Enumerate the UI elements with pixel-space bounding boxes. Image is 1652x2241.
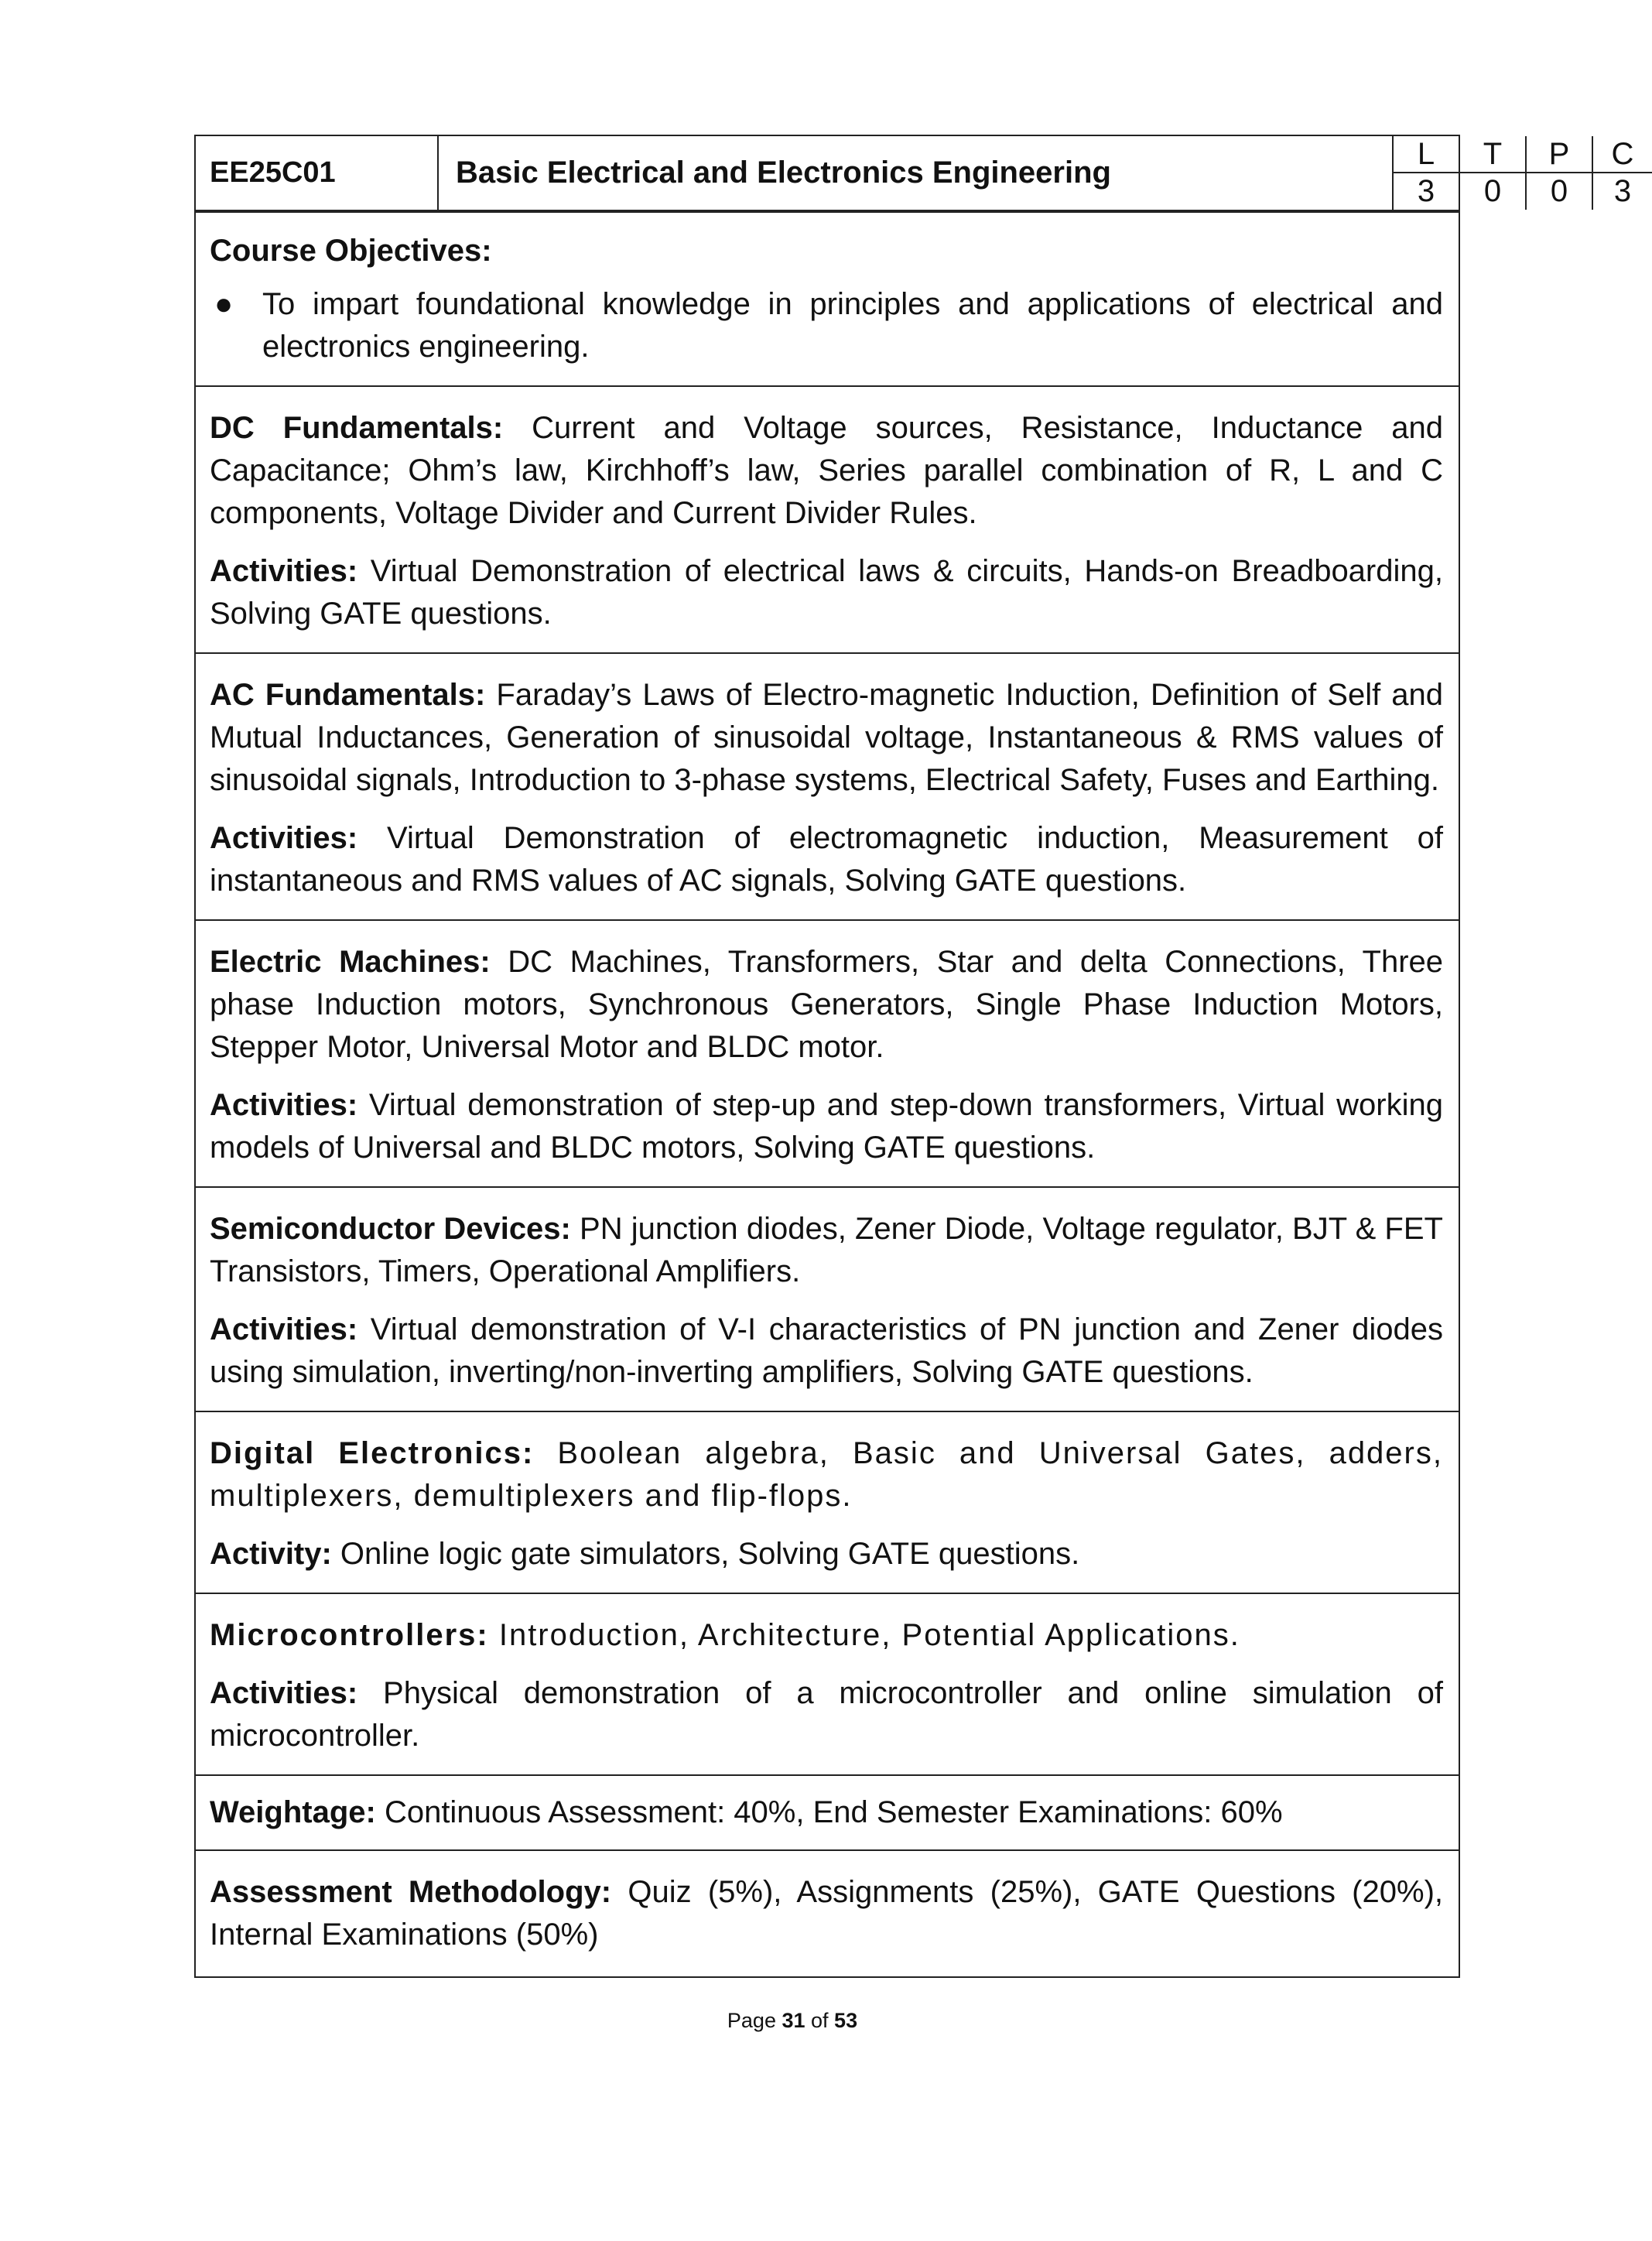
section-text: DC Machines, Transformers, Star and delta Connections, Three phase Induction motors, Synchronous Generators, Single Phase Induction Motors, Stepper Motor, Universal Motor and BLDC motor. <box>210 945 1444 1064</box>
section-title: DC Fundamentals: <box>210 411 504 445</box>
section-electric-machines <box>196 919 1459 1186</box>
ltpc-label-l: L <box>1394 136 1460 173</box>
syllabus-body-table <box>194 210 1460 1978</box>
weightage-label: Weightage: <box>210 1795 376 1829</box>
section-title: Microcontrollers: <box>210 1618 489 1652</box>
section-dc-fundamentals <box>196 385 1459 652</box>
activities-text: Virtual demonstration of V-I characteristics of PN junction and Zener diodes using simulation, inverting/non-inverting amplifiers, Solving GATE questions. <box>210 1312 1443 1389</box>
activities-text: Virtual demonstration of step-up and step-down transformers, Virtual working models of Universal and BLDC motors, Solving GATE questions. <box>210 1088 1443 1165</box>
assessment-text: Quiz (5%), Assignments (25%), GATE Questions (20%), Internal Examinations (50%) <box>210 1875 1443 1952</box>
activities-label: Activities: <box>210 821 358 855</box>
ltpc-label-t: T <box>1460 136 1527 173</box>
activities-text: Physical demonstration of a microcontroller and online simulation of microcontroller. <box>210 1676 1443 1753</box>
section-content <box>210 407 1443 535</box>
section-content <box>210 1208 1443 1293</box>
objectives-heading: Course Objectives: <box>210 234 492 268</box>
section-title: AC Fundamentals: <box>210 678 486 712</box>
section-content <box>210 941 1443 1069</box>
section-ac-fundamentals <box>196 652 1459 919</box>
activities-text: Virtual Demonstration of electromagnetic induction, Measurement of instantaneous and RMS values of AC signals, Solving GATE questions. <box>210 821 1443 898</box>
section-content <box>210 1614 1443 1657</box>
of-word: of <box>805 2009 835 2032</box>
bullet-icon: ● <box>214 287 234 321</box>
section-text: PN junction diodes, Zener Diode, Voltage regulator, BJT & FET Transistors, Timers, Operational Amplifiers. <box>210 1212 1443 1288</box>
page-current: 31 <box>782 2009 805 2032</box>
ltpc-value-l: 3 <box>1394 173 1460 210</box>
section-activities <box>210 550 1443 635</box>
section-text: Introduction, Architecture, Potential Applications. <box>488 1618 1240 1652</box>
objective-text: To impart foundational knowledge in principles and applications of electrical and electronics engineering. <box>262 287 1443 364</box>
ltpc-value-p: 0 <box>1527 173 1593 210</box>
weightage-section <box>196 1774 1459 1849</box>
page-total: 53 <box>834 2009 858 2032</box>
ltpc-grid <box>1394 136 1652 210</box>
activities-label: Activities: <box>210 1312 358 1346</box>
course-header-table <box>194 135 1634 210</box>
section-text: Faraday’s Laws of Electro-magnetic Induction, Definition of Self and Mutual Inductances, Generation of sinusoidal voltage, Instantaneous & RMS values of sinusoidal signals, Introduction to 3-phase systems, Electrical Safety, Fuses and Earthing. <box>210 678 1444 797</box>
activities-label: Activities: <box>210 1088 358 1122</box>
section-digital-electronics <box>196 1411 1459 1593</box>
section-title: Digital Electronics: <box>210 1436 535 1470</box>
activities-label: Activities: <box>210 554 358 588</box>
assessment-line <box>210 1871 1443 1956</box>
page-footer <box>0 2009 1585 2033</box>
weightage-line <box>210 1791 1443 1834</box>
section-activities <box>210 1084 1443 1169</box>
ltpc-value-t: 0 <box>1460 173 1527 210</box>
section-title: Electric Machines: <box>210 945 491 979</box>
section-microcontrollers <box>196 1593 1459 1774</box>
course-title: Basic Electrical and Electronics Engineering <box>439 136 1394 210</box>
ltpc-value-c: 3 <box>1613 174 1632 208</box>
objectives-section <box>196 211 1459 385</box>
weightage-text: Continuous Assessment: 40%, End Semester Examinations: 60% <box>375 1795 1283 1829</box>
section-title: Semiconductor Devices: <box>210 1212 571 1246</box>
section-activities <box>210 1309 1443 1394</box>
page-word: Page <box>727 2009 782 2032</box>
activities-label: Activity: <box>210 1537 332 1571</box>
section-text: Boolean algebra, Basic and Universal Gates, adders, multiplexers, demultiplexers and flip-flops. <box>210 1436 1443 1513</box>
activities-label: Activities: <box>210 1676 358 1710</box>
section-semiconductor-devices <box>196 1186 1459 1411</box>
section-activities <box>210 1533 1443 1576</box>
section-activities <box>210 1672 1443 1757</box>
section-text: Current and Voltage sources, Resistance, Inductance and Capacitance; Ohm’s law, Kirchhoff’s law, Series parallel combination of R, L and C components, Voltage Divider and Current Divider Rules. <box>210 411 1444 530</box>
assessment-section <box>196 1849 1459 1976</box>
ltpc-label-c: C <box>1593 136 1652 173</box>
objective-item <box>210 283 1443 368</box>
assessment-label: Assessment Methodology: <box>210 1875 612 1909</box>
course-code: EE25C01 <box>196 136 439 210</box>
section-activities <box>210 817 1443 902</box>
activities-text: Virtual Demonstration of electrical laws & circuits, Hands-on Breadboarding, Solving GATE questions. <box>210 554 1443 631</box>
section-content <box>210 1432 1443 1517</box>
section-content <box>210 674 1443 802</box>
activities-text: Online logic gate simulators, Solving GATE questions. <box>331 1537 1080 1571</box>
ltpc-label-p: P <box>1527 136 1593 173</box>
